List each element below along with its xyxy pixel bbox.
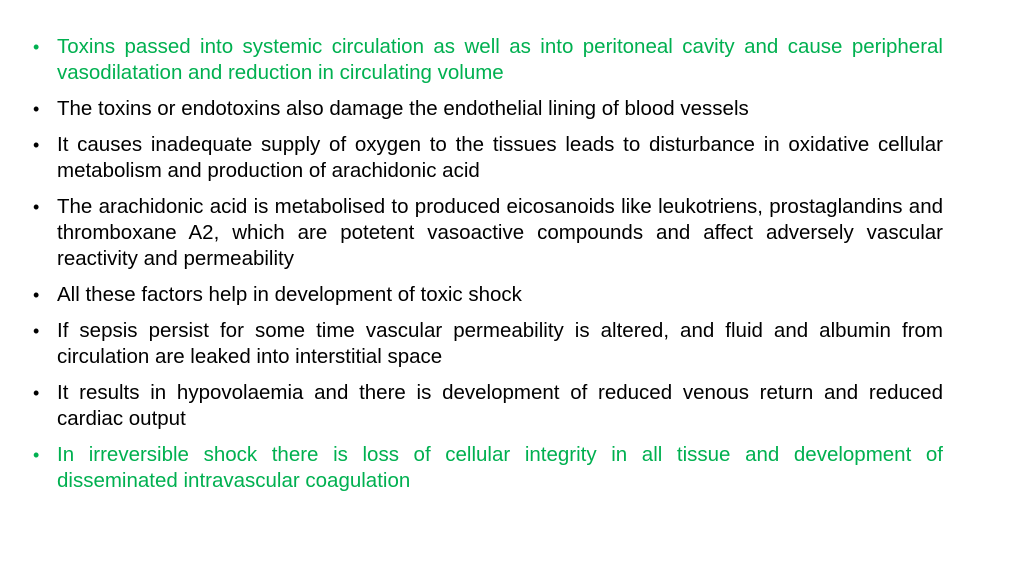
bullet-item — [33, 96, 943, 122]
bullet-dot: • — [33, 383, 40, 403]
bullet-text: Toxins passed into systemic circulation as well as into peritoneal cavity and cause peripheral vasodilatation and reduction in circulating volume — [57, 35, 943, 84]
bullet-text: If sepsis persist for some time vascular permeability is altered, and fluid and albumin from circulation are leaked into interstitial space — [57, 319, 943, 368]
bullet-item — [33, 318, 943, 370]
bullet-dot: • — [33, 285, 40, 305]
bullet-dot: • — [33, 197, 40, 217]
bullet-dot: • — [33, 37, 40, 57]
bullet-dot: • — [33, 445, 40, 465]
bullet-dot: • — [33, 99, 40, 119]
bullet-item — [33, 442, 943, 494]
bullet-text: The arachidonic acid is metabolised to produced eicosanoids like leukotriens, prostaglandins and thromboxane A2, which are potetent vasoactive compounds and affect adversely vascular reactivity and permeability — [57, 195, 943, 270]
bullet-text: In irreversible shock there is loss of cellular integrity in all tissue and development of disseminated intravascular coagulation — [57, 443, 943, 492]
bullet-text: The toxins or endotoxins also damage the endothelial lining of blood vessels — [57, 97, 749, 120]
bullet-item — [33, 380, 943, 432]
bullet-text: It results in hypovolaemia and there is development of reduced venous return and reduced cardiac output — [57, 381, 943, 430]
bullet-item — [33, 194, 943, 272]
bullet-text: It causes inadequate supply of oxygen to the tissues leads to disturbance in oxidative cellular metabolism and production of arachidonic acid — [57, 133, 943, 182]
bullet-item — [33, 132, 943, 184]
bullet-list — [33, 34, 943, 504]
bullet-item — [33, 34, 943, 86]
bullet-text: All these factors help in development of toxic shock — [57, 283, 522, 306]
bullet-item — [33, 282, 943, 308]
bullet-dot: • — [33, 135, 40, 155]
bullet-dot: • — [33, 321, 40, 341]
